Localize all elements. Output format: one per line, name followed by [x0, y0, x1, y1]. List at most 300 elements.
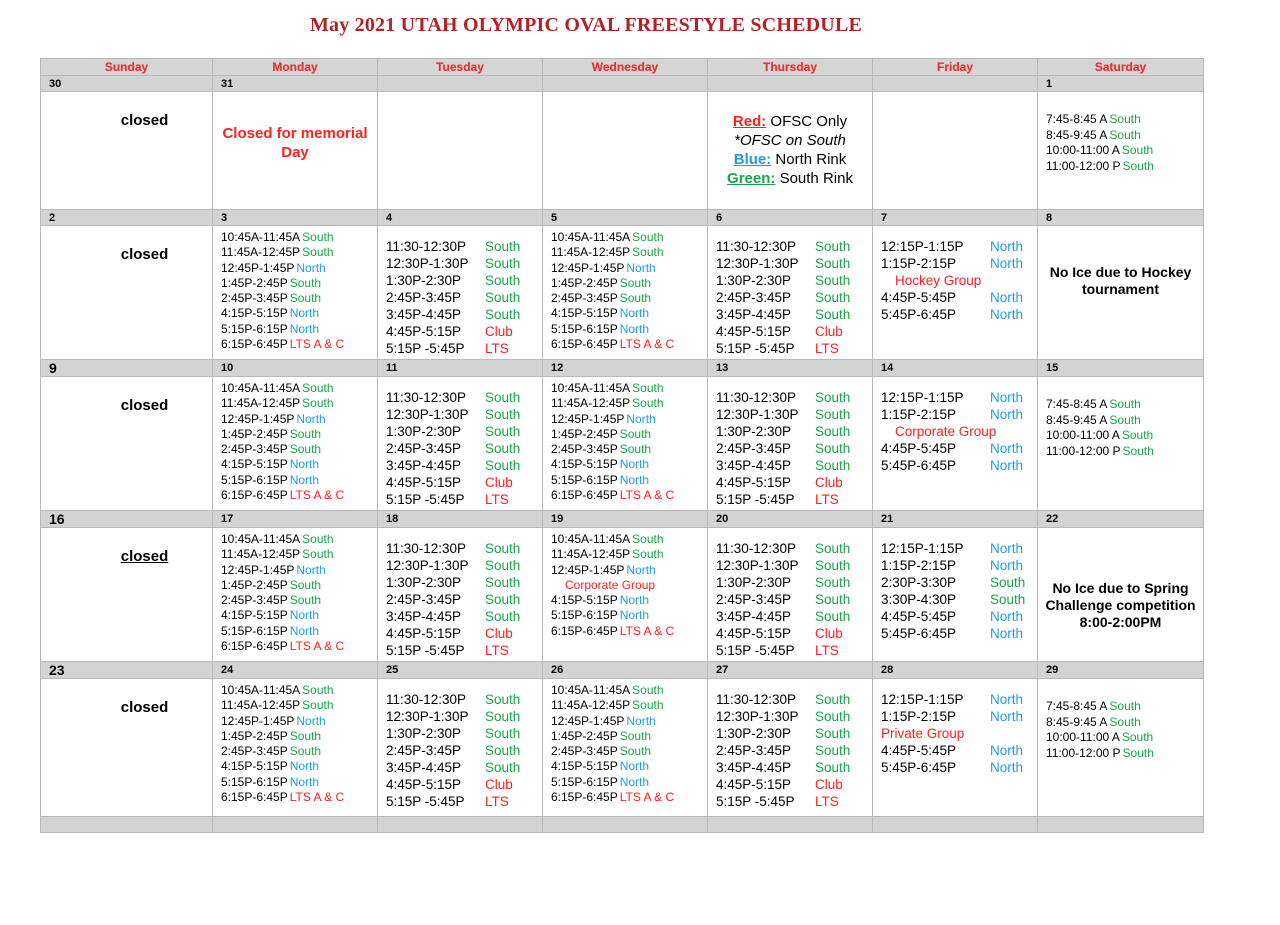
day-cell	[543, 92, 708, 210]
schedule-entry	[386, 591, 542, 608]
day-cell	[378, 528, 543, 662]
rink-label: South	[302, 547, 334, 562]
day-cell	[41, 679, 213, 817]
time-range: 3:45P-4:45P	[716, 458, 792, 473]
schedule-entry	[221, 729, 377, 744]
schedule-entry	[716, 793, 872, 810]
time-range: 11:00-12:00 P	[1046, 158, 1121, 173]
time-range: 4:45P-5:15P	[386, 475, 462, 490]
empty-cell	[873, 817, 1038, 833]
time-range: 11:30-12:30P	[716, 239, 797, 254]
time-range: 3:45P-4:45P	[716, 609, 792, 624]
schedule-entry	[386, 759, 542, 776]
rink-label: South	[619, 728, 652, 743]
schedule-entry	[551, 593, 707, 608]
schedule-entry	[1046, 143, 1203, 159]
schedule-entry	[221, 593, 377, 608]
schedule-entry	[716, 238, 872, 255]
friday-schedule	[873, 226, 1037, 323]
rink-label: South	[485, 760, 521, 775]
day-cell	[378, 92, 543, 210]
schedule-entry	[1046, 444, 1203, 460]
time-range: 4:15P-5:15P	[221, 759, 288, 774]
trailing-row	[41, 817, 1204, 833]
rink-label: Club	[815, 777, 843, 792]
monday-schedule	[213, 226, 377, 352]
rink-label: North	[990, 407, 1024, 422]
schedule-entry	[716, 625, 872, 642]
schedule-entry	[1046, 413, 1203, 429]
rink-label: LTS A & C	[289, 337, 345, 352]
date-number: 4	[378, 210, 543, 226]
schedule-entry	[881, 289, 1037, 306]
week-3-content-row	[41, 377, 1204, 511]
time-range: 2:45P-3:45P	[221, 442, 288, 457]
tuesday-schedule	[378, 377, 542, 508]
time-range: 1:15P-2:15P	[881, 256, 957, 271]
no-ice-label: No Ice due to Spring Challenge competition 8:00-2:00PM	[1045, 580, 1196, 630]
rink-label: South	[815, 726, 851, 741]
time-range: 4:45P-5:15P	[386, 777, 462, 792]
schedule-entry	[386, 474, 542, 491]
day-header-friday: Friday	[873, 59, 1038, 76]
rink-label: South	[815, 709, 851, 724]
schedule-entry	[716, 272, 872, 289]
schedule-entry	[221, 412, 377, 427]
time-range: 12:30P-1:30P	[716, 709, 799, 724]
date-number: 27	[708, 662, 873, 679]
date-number: 6	[708, 210, 873, 226]
date-number: 15	[1038, 360, 1204, 377]
rink-label: South	[289, 426, 322, 441]
day-cell	[378, 679, 543, 817]
time-range: 5:15P -5:45P	[386, 492, 465, 507]
schedule-entry	[386, 255, 542, 272]
rink-label: South	[289, 577, 322, 592]
schedule-entry	[716, 725, 872, 742]
rink-label: South	[815, 541, 851, 556]
time-range: 2:45P-3:45P	[386, 743, 462, 758]
time-range: 1:15P-2:15P	[881, 709, 957, 724]
schedule-entry	[716, 776, 872, 793]
rink-label: South	[815, 273, 851, 288]
rink-label: North	[289, 457, 320, 472]
time-range: 11:45A-12:45P	[221, 698, 301, 713]
date-number: 20	[708, 511, 873, 528]
closed-label: closed	[120, 246, 169, 263]
date-number: 14	[873, 360, 1038, 377]
time-range: 1:45P-2:45P	[551, 728, 618, 743]
legend-blue-label: Blue:	[733, 151, 772, 168]
schedule-entry	[386, 306, 542, 323]
legend-red-text: OFSC Only	[766, 113, 848, 130]
time-range: 2:30P-3:30P	[881, 575, 957, 590]
time-range: 6:15P-6:45P	[551, 488, 618, 503]
time-range: 5:45P-6:45P	[881, 307, 957, 322]
rink-label: South	[815, 558, 851, 573]
schedule-entry	[551, 608, 707, 623]
thursday-schedule	[708, 679, 872, 810]
group-note: Private Group	[881, 726, 965, 741]
rink-label: South	[302, 396, 334, 411]
rink-label: South	[619, 275, 652, 290]
schedule-entry	[881, 608, 1037, 625]
schedule-entry	[1046, 746, 1203, 762]
time-range: 10:00-11:00 A	[1046, 730, 1120, 744]
rink-label: North	[990, 541, 1024, 556]
date-number: 11	[378, 360, 543, 377]
rink-label: North	[289, 306, 320, 321]
schedule-entry	[881, 238, 1037, 255]
day-cell	[873, 226, 1038, 360]
schedule-entry	[551, 759, 707, 774]
rink-label: North	[619, 759, 650, 774]
schedule-entry	[716, 608, 872, 625]
date-number: 12	[543, 360, 708, 377]
date-number: 16	[41, 511, 213, 528]
date-number: 21	[873, 511, 1038, 528]
time-range: 6:15P-6:45P	[221, 790, 288, 805]
rink-label: South	[619, 744, 652, 759]
schedule-entry	[551, 291, 707, 306]
rink-label: North	[289, 608, 320, 623]
time-range: 4:15P-5:15P	[221, 457, 288, 472]
day-cell	[708, 679, 873, 817]
rink-label: South	[485, 424, 521, 439]
schedule-entry	[881, 759, 1037, 776]
day-header-monday: Monday	[213, 59, 378, 76]
week-4-number-row	[41, 511, 1204, 528]
schedule-entry	[551, 276, 707, 291]
rink-label: LTS A & C	[619, 337, 675, 352]
day-cell	[873, 92, 1038, 210]
tuesday-schedule	[378, 528, 542, 659]
rink-label: South	[815, 692, 851, 707]
legend-cell	[708, 92, 873, 210]
day-cell	[213, 679, 378, 817]
time-range: 7:45-8:45 A	[1046, 112, 1108, 126]
saturday-schedule	[1038, 679, 1203, 761]
time-range: 11:45A-12:45P	[221, 547, 301, 562]
time-range: 3:45P-4:45P	[716, 760, 792, 775]
schedule-entry	[881, 742, 1037, 759]
rink-label: South	[815, 592, 851, 607]
rink-label: LTS	[485, 341, 509, 356]
rink-label: North	[289, 321, 320, 336]
day-cell	[1038, 226, 1204, 360]
schedule-entry	[881, 389, 1037, 406]
time-range: 12:30P-1:30P	[716, 256, 799, 271]
schedule-entry	[221, 578, 377, 593]
time-range: 5:15P-6:15P	[221, 472, 288, 487]
schedule-entry	[221, 775, 377, 790]
date-number	[378, 76, 543, 92]
rink-label: North	[626, 562, 656, 577]
rink-label: North	[990, 609, 1024, 624]
rink-label: South	[632, 683, 664, 697]
schedule-entry	[551, 729, 707, 744]
day-header-wednesday: Wednesday	[543, 59, 708, 76]
schedule-entry	[1046, 730, 1203, 746]
rink-label: South	[485, 256, 521, 271]
schedule-entry	[386, 708, 542, 725]
date-number: 18	[378, 511, 543, 528]
schedule-entry	[386, 457, 542, 474]
schedule-entry	[881, 457, 1037, 474]
time-range: 2:45P-3:45P	[551, 291, 618, 306]
schedule-entry	[221, 230, 377, 245]
schedule-entry	[551, 427, 707, 442]
time-range: 10:45A-11:45A	[551, 230, 631, 244]
rink-label: South	[485, 558, 521, 573]
week-2-number-row	[41, 210, 1204, 226]
closed-label: closed	[120, 699, 169, 716]
time-range: 11:45A-12:45P	[221, 245, 301, 260]
rink-label: South	[485, 743, 521, 758]
schedule-entry	[551, 790, 707, 805]
time-range: 1:30P-2:30P	[386, 424, 462, 439]
time-range: 1:30P-2:30P	[716, 575, 792, 590]
memorial-day-label: Closed for memorial Day	[222, 125, 368, 161]
tuesday-schedule	[378, 226, 542, 357]
time-range: 4:15P-5:15P	[221, 608, 288, 623]
time-range: 7:45-8:45 A	[1046, 699, 1108, 713]
date-number: 29	[1038, 662, 1204, 679]
date-number: 8	[1038, 210, 1204, 226]
date-number: 26	[543, 662, 708, 679]
schedule-entry	[221, 744, 377, 759]
rink-label: LTS	[815, 794, 839, 809]
week-1-number-row	[41, 76, 1204, 92]
schedule-entry	[716, 457, 872, 474]
schedule-entry	[386, 323, 542, 340]
rink-label: LTS A & C	[619, 790, 675, 805]
schedule-entry	[881, 591, 1037, 608]
time-range: 2:45P-3:45P	[386, 290, 462, 305]
legend-green-text: South Rink	[775, 170, 853, 187]
rink-label: South	[815, 239, 851, 254]
time-range: 2:45P-3:45P	[221, 593, 288, 608]
schedule-entry	[386, 238, 542, 255]
schedule-entry	[551, 624, 707, 639]
schedule-entry	[551, 322, 707, 337]
schedule-entry	[881, 540, 1037, 557]
rink-label: South	[485, 458, 521, 473]
time-range: 11:30-12:30P	[386, 390, 467, 405]
rink-label: South	[485, 273, 521, 288]
rink-label: South	[1109, 699, 1141, 713]
friday-schedule	[873, 528, 1037, 642]
time-range: 10:00-11:00 A	[1046, 428, 1120, 442]
rink-label: Club	[485, 777, 513, 792]
schedule-entry	[221, 624, 377, 639]
time-range: 12:45P-1:45P	[221, 713, 295, 728]
rink-label: LTS	[485, 492, 509, 507]
schedule-entry	[221, 473, 377, 488]
rink-label: Club	[485, 475, 513, 490]
schedule-entry	[386, 608, 542, 625]
rink-label: North	[990, 239, 1024, 254]
schedule-entry	[716, 557, 872, 574]
time-range: 5:15P-6:15P	[551, 321, 618, 336]
time-range: 2:45P-3:45P	[716, 743, 792, 758]
rink-label: North	[289, 623, 320, 638]
group-note: Corporate Group	[895, 424, 997, 439]
rink-label: North	[990, 626, 1024, 641]
rink-label: South	[1109, 112, 1141, 126]
rink-label: South	[485, 609, 521, 624]
rink-label: South	[1109, 397, 1141, 411]
schedule-entry	[551, 563, 707, 578]
date-number	[873, 76, 1038, 92]
time-range: 10:45A-11:45A	[221, 230, 301, 244]
group-note: Corporate Group	[565, 577, 656, 592]
schedule-entry	[1046, 159, 1203, 175]
time-range: 11:30-12:30P	[386, 692, 467, 707]
time-range: 6:15P-6:45P	[551, 623, 618, 638]
rink-label: LTS A & C	[619, 623, 675, 638]
time-range: 11:45A-12:45P	[551, 547, 631, 562]
rink-label: South	[1122, 443, 1154, 458]
schedule-entry	[1046, 128, 1203, 144]
time-range: 11:30-12:30P	[716, 390, 797, 405]
time-range: 4:45P-5:15P	[716, 475, 792, 490]
schedule-entry	[551, 245, 707, 260]
time-range: 2:45P-3:45P	[716, 290, 792, 305]
time-range: 12:30P-1:30P	[386, 407, 469, 422]
calendar-table	[40, 58, 1204, 833]
time-range: 1:45P-2:45P	[221, 577, 288, 592]
time-range: 4:45P-5:15P	[386, 626, 462, 641]
date-number: 7	[873, 210, 1038, 226]
rink-label: North	[990, 390, 1024, 405]
time-range: 11:00-12:00 P	[1046, 443, 1121, 458]
day-cell	[543, 226, 708, 360]
empty-cell	[378, 817, 543, 833]
rink-label: North	[990, 458, 1024, 473]
schedule-entry	[551, 744, 707, 759]
rink-label: South	[485, 307, 521, 322]
time-range: 2:45P-3:45P	[551, 442, 618, 457]
rink-label: South	[1109, 714, 1141, 729]
rink-label: South	[815, 575, 851, 590]
date-number: 22	[1038, 511, 1204, 528]
time-range: 4:15P-5:15P	[221, 306, 288, 321]
rink-label: South	[302, 230, 334, 244]
rink-label: South	[632, 532, 664, 546]
schedule-entry	[881, 255, 1037, 272]
schedule-entry	[716, 406, 872, 423]
time-range: 3:45P-4:45P	[386, 609, 462, 624]
time-range: 1:45P-2:45P	[551, 426, 618, 441]
friday-schedule	[873, 377, 1037, 474]
rink-label: South	[1121, 730, 1154, 744]
schedule-entry	[221, 639, 377, 654]
time-range: 6:15P-6:45P	[221, 639, 288, 654]
closed-label: closed	[120, 112, 169, 129]
schedule-entry	[221, 488, 377, 503]
schedule-entry	[716, 742, 872, 759]
date-number: 23	[41, 662, 213, 679]
date-number: 9	[41, 360, 213, 377]
time-range: 8:45-9:45 A	[1046, 412, 1108, 427]
rink-label: South	[815, 407, 851, 422]
schedule-entry	[221, 442, 377, 457]
time-range: 1:45P-2:45P	[551, 275, 618, 290]
schedule-entry	[881, 708, 1037, 725]
day-cell	[41, 226, 213, 360]
day-cell	[1038, 92, 1204, 210]
day-cell	[543, 377, 708, 511]
schedule-entry	[221, 291, 377, 306]
schedule-entry	[551, 230, 707, 245]
time-range: 12:30P-1:30P	[386, 709, 469, 724]
schedule-entry	[386, 725, 542, 742]
time-range: 1:15P-2:15P	[881, 407, 957, 422]
schedule-entry	[716, 540, 872, 557]
rink-label: North	[990, 441, 1024, 456]
schedule-entry	[221, 759, 377, 774]
schedule-entry	[221, 714, 377, 729]
day-cell	[1038, 528, 1204, 662]
schedule-entry	[716, 423, 872, 440]
rink-label: North	[626, 411, 656, 426]
time-range: 12:30P-1:30P	[716, 558, 799, 573]
rink-label: North	[289, 472, 320, 487]
schedule-entry	[221, 563, 377, 578]
schedule-entry	[221, 790, 377, 805]
time-range: 10:45A-11:45A	[551, 381, 631, 395]
time-range: 6:15P-6:45P	[551, 337, 618, 352]
schedule-entry	[716, 759, 872, 776]
date-number: 13	[708, 360, 873, 377]
schedule-entry	[386, 406, 542, 423]
rink-label: South	[289, 744, 322, 759]
week-1-content-row	[41, 92, 1204, 210]
rink-label: South	[302, 532, 334, 546]
day-header-saturday: Saturday	[1038, 59, 1204, 76]
schedule-entry	[386, 289, 542, 306]
day-cell	[41, 377, 213, 511]
schedule-entry	[551, 306, 707, 321]
rink-label: Club	[815, 475, 843, 490]
rink-label: South	[289, 593, 322, 608]
date-number: 25	[378, 662, 543, 679]
time-range: 11:45A-12:45P	[221, 396, 301, 411]
rink-label: LTS A & C	[619, 488, 675, 503]
time-range: 5:15P-6:15P	[221, 623, 288, 638]
time-range: 6:15P-6:45P	[551, 790, 618, 805]
empty-cell	[41, 817, 213, 833]
time-range: 3:45P-4:45P	[386, 458, 462, 473]
time-range: 12:45P-1:45P	[551, 411, 625, 426]
week-5-content-row	[41, 679, 1204, 817]
schedule-entry	[716, 474, 872, 491]
rink-label: South	[485, 709, 521, 724]
rink-label: South	[632, 230, 664, 244]
schedule-entry	[551, 442, 707, 457]
day-cell	[543, 528, 708, 662]
date-number: 2	[41, 210, 213, 226]
rink-label: Club	[815, 626, 843, 641]
day-header-thursday: Thursday	[708, 59, 873, 76]
time-range: 5:15P -5:45P	[386, 643, 465, 658]
schedule-entry	[551, 412, 707, 427]
rink-label: North	[990, 692, 1024, 707]
schedule-entry	[551, 547, 707, 562]
schedule-entry	[386, 793, 542, 810]
time-range: 12:45P-1:45P	[551, 562, 625, 577]
